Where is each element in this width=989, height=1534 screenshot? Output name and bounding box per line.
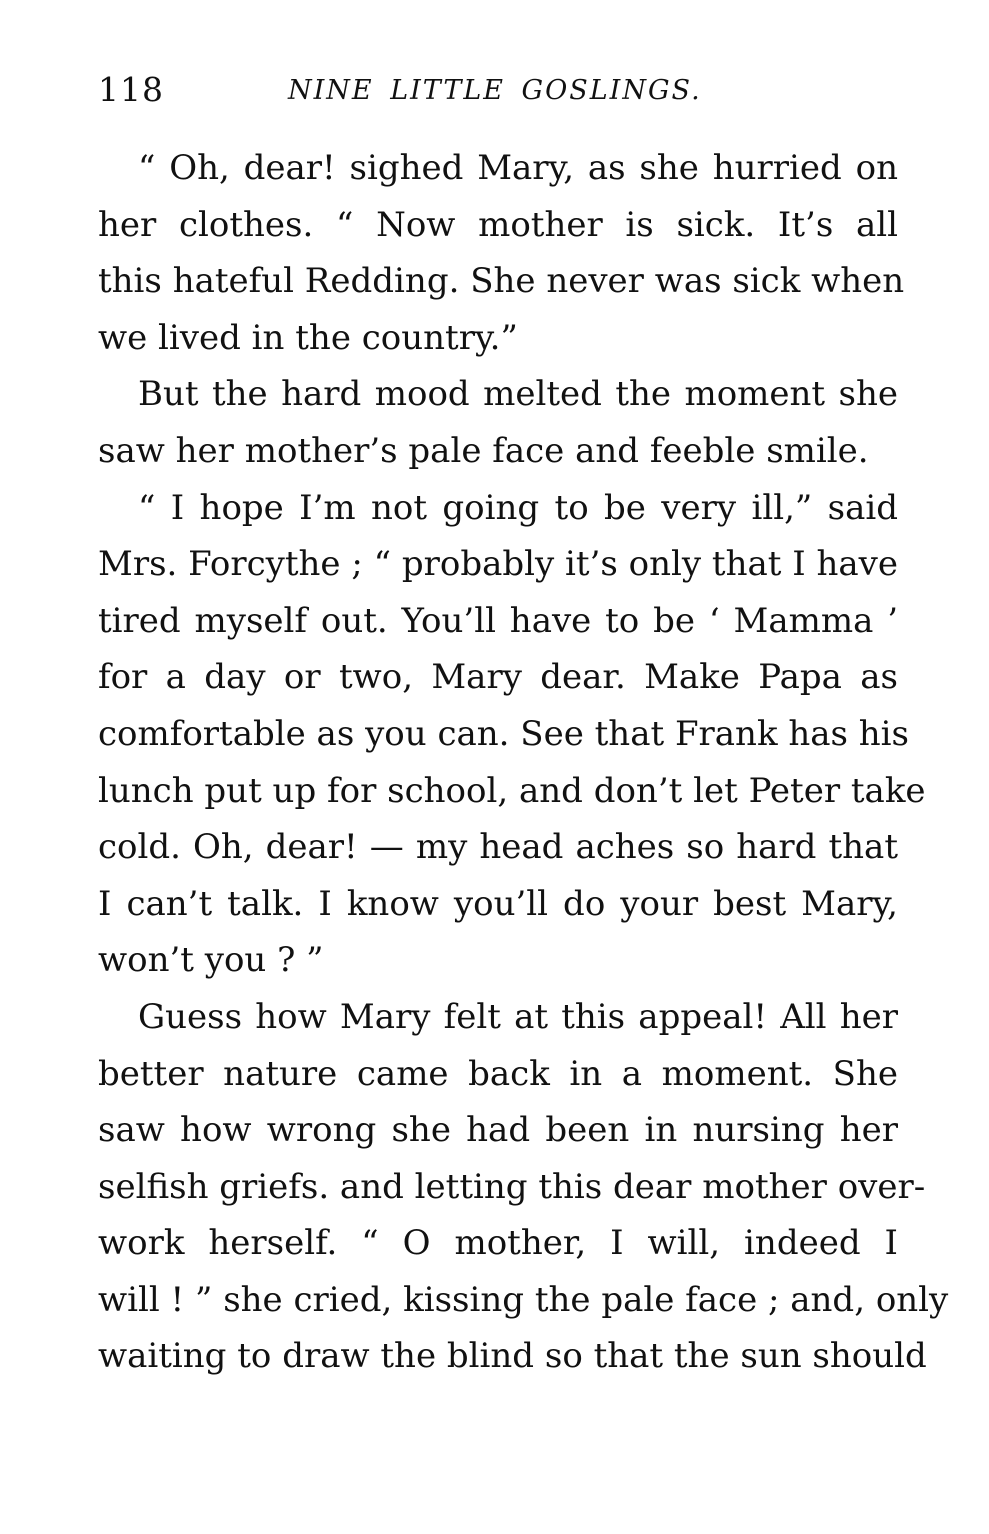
text-line: waiting to draw the blind so that the sun should	[98, 1336, 927, 1377]
text-line: lunch put up for school, and don’t let Peter take	[98, 770, 926, 811]
text-line: “ Oh, dear! sighed Mary, as she hurried on	[138, 148, 898, 188]
text-line: saw her mother’s pale face and feeble smile.	[98, 430, 869, 471]
text-line: Mrs. Forcythe ; “ probably it’s only that I have	[98, 544, 898, 585]
running-title: NINE LITTLE GOSLINGS.	[288, 75, 702, 106]
page-header	[98, 70, 898, 114]
text-line: better nature came back in a moment. She	[98, 1053, 898, 1094]
text-line: for a day or two, Mary dear. Make Papa as	[98, 657, 898, 698]
text-line: we lived in the country.”	[98, 317, 518, 358]
text-line: “ I hope I’m not going to be very ill,” said	[138, 487, 898, 528]
text-line: will ! ” she cried, kissing the pale face ; and, only	[98, 1279, 949, 1320]
text-line: her clothes. “ Now mother is sick. It’s all	[98, 204, 898, 245]
text-line: won’t you ? ”	[98, 940, 324, 981]
text-line: cold. Oh, dear! — my head aches so hard that	[98, 827, 898, 868]
text-line: selfish griefs. and letting this dear mother over-	[98, 1166, 926, 1207]
body-text	[98, 140, 949, 1385]
text-line: comfortable as you can. See that Frank has his	[98, 713, 910, 754]
text-line: work herself. “ O mother, I will, indeed I	[98, 1223, 898, 1264]
page-number: 118	[98, 70, 164, 109]
text-line: I can’t talk. I know you’ll do your best Mary,	[98, 883, 898, 924]
text-line: But the hard mood melted the moment she	[138, 374, 898, 415]
text-line: this hateful Redding. She never was sick when	[98, 261, 905, 302]
text-line: tired myself out. You’ll have to be ‘ Mamma ’	[98, 600, 898, 641]
text-line: Guess how Mary felt at this appeal! All her	[138, 996, 898, 1037]
text-line: saw how wrong she had been in nursing her	[98, 1110, 898, 1151]
